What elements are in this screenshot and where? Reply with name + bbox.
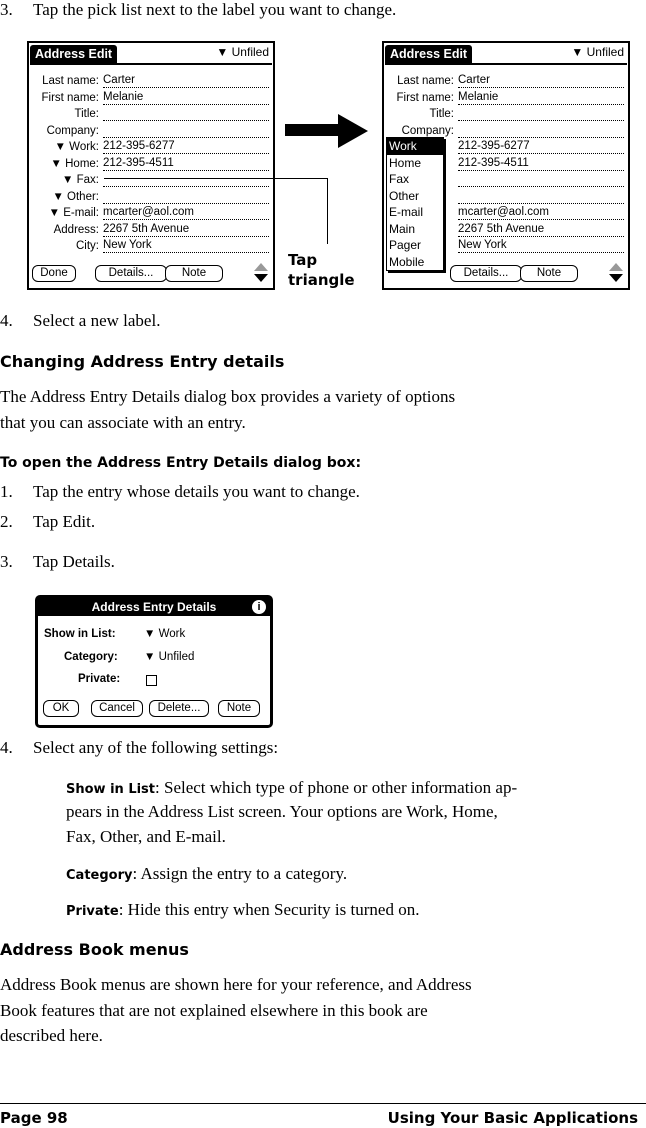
details-button[interactable]: Details...	[95, 265, 167, 282]
step-number: 4.	[0, 738, 13, 757]
step-text: Tap Edit.	[33, 512, 96, 531]
callout-line	[104, 178, 328, 179]
field-value[interactable]	[458, 123, 624, 138]
address-entry-details-dialog	[35, 595, 273, 728]
scroll-arrows-icon[interactable]	[254, 263, 268, 283]
setting-private	[66, 900, 419, 922]
field-row[interactable]	[29, 139, 269, 155]
field-value[interactable]: 2267 5th Avenue	[458, 222, 624, 237]
cancel-button[interactable]: Cancel	[91, 700, 143, 717]
arrow-icon	[285, 124, 340, 136]
field-row[interactable]	[384, 73, 624, 89]
paragraph-line: Address Book menus are shown here for your reference, and Address	[0, 975, 472, 994]
show-in-list-picker[interactable]: ▼ Work	[144, 628, 186, 640]
step-number: 1.	[0, 482, 13, 501]
field-value[interactable]: Melanie	[103, 90, 269, 105]
field-value[interactable]: Carter	[458, 73, 624, 88]
setting-text: : Select which type of phone or other information ap-	[155, 778, 518, 797]
field-label: Last name:	[397, 75, 454, 87]
field-label: Title:	[74, 108, 99, 120]
field-value[interactable]	[103, 172, 269, 187]
step-number: 3.	[0, 0, 13, 19]
title-rule	[30, 63, 272, 65]
field-label: Title:	[429, 108, 454, 120]
setting-category	[66, 864, 347, 886]
field-row[interactable]	[384, 106, 624, 122]
field-value[interactable]	[458, 106, 624, 121]
field-label: Company:	[401, 124, 454, 137]
callout-line-vertical	[327, 178, 328, 244]
field-value[interactable]: 212-395-4511	[458, 156, 624, 171]
section-heading: Address Book menus	[0, 940, 189, 959]
category-value: Unfiled	[158, 651, 195, 663]
field-label: Address:	[53, 223, 99, 236]
field-label[interactable]: ▼ Work:	[54, 141, 99, 153]
step-text: Tap the entry whose details you want to change.	[33, 482, 360, 501]
field-row[interactable]	[384, 90, 624, 106]
pick-list-item[interactable]: Mobile	[389, 254, 425, 269]
category-picker[interactable]: ▼ Unfiled	[144, 651, 195, 663]
step-text: Select any of the following settings:	[33, 738, 279, 757]
setting-text: pears in the Address List screen. Your options are Work, Home,	[66, 802, 498, 821]
step-number: 4.	[0, 311, 13, 330]
note-button[interactable]: Note	[218, 700, 260, 717]
field-value[interactable]: mcarter@aol.com	[458, 205, 624, 220]
field-value[interactable]: mcarter@aol.com	[103, 205, 269, 220]
field-label: First name:	[41, 91, 99, 104]
section-heading: Changing Address Entry details	[0, 352, 285, 371]
private-label: Private:	[78, 673, 121, 685]
setting-term: Category	[66, 868, 133, 883]
field-value[interactable]	[103, 189, 269, 204]
setting-show-in-list	[66, 778, 517, 800]
setting-text: : Assign the entry to a category.	[132, 864, 348, 883]
field-value[interactable]: New York	[103, 238, 269, 253]
field-value[interactable]: 212-395-6277	[103, 139, 269, 154]
setting-term: Show in List	[66, 782, 156, 797]
setting-text: Fax, Other, and E-mail.	[66, 827, 226, 846]
field-label[interactable]: ▼ Other:	[52, 190, 99, 203]
label-pick-list[interactable]	[386, 137, 444, 271]
field-value[interactable]	[103, 106, 269, 121]
footer-rule	[0, 1103, 646, 1104]
page-number: Page 98	[0, 1109, 68, 1127]
field-row[interactable]	[29, 123, 269, 139]
details-button[interactable]: Details...	[450, 265, 522, 282]
field-label: Company:	[46, 124, 99, 137]
procedure-heading: To open the Address Entry Details dialog box:	[0, 455, 362, 471]
paragraph-line: The Address Entry Details dialog box provides a variety of options	[0, 387, 456, 406]
field-value[interactable]: Carter	[103, 73, 269, 88]
pick-list-item[interactable]: Work	[387, 138, 443, 155]
field-value[interactable]: 2267 5th Avenue	[103, 222, 269, 237]
field-label: Last name:	[42, 75, 99, 87]
callout-label: Tap triangle	[288, 251, 355, 289]
field-row[interactable]	[29, 222, 269, 238]
address-edit-popup-screenshot	[382, 41, 630, 290]
private-checkbox[interactable]	[146, 675, 157, 686]
field-label: City:	[76, 240, 99, 252]
field-value[interactable]	[458, 189, 624, 204]
paragraph-line: described here.	[0, 1026, 103, 1045]
pick-list-item[interactable]: Main	[389, 221, 416, 236]
field-row[interactable]	[29, 238, 269, 254]
field-value[interactable]	[103, 123, 269, 138]
field-label: First name:	[396, 91, 454, 104]
paragraph-line: Book features that are not explained elsewhere in this book are	[0, 1001, 428, 1020]
category-value: Unfiled	[586, 45, 624, 59]
field-label[interactable]: ▼ Home:	[50, 157, 99, 170]
step-text: Select a new label.	[33, 311, 161, 330]
ok-button[interactable]: OK	[43, 700, 79, 717]
field-value[interactable]: New York	[458, 238, 624, 253]
pick-list-item[interactable]: Other	[389, 188, 420, 203]
scroll-arrows-icon[interactable]	[609, 263, 623, 283]
category-value: Unfiled	[231, 45, 269, 59]
info-icon: i	[252, 600, 266, 614]
chapter-title: Using Your Basic Applications	[387, 1109, 638, 1127]
category-label: Category:	[64, 651, 118, 663]
field-row[interactable]	[29, 172, 269, 188]
screen-title: Address Edit	[385, 45, 472, 63]
field-row[interactable]	[29, 90, 269, 106]
show-in-list-label: Show in List:	[44, 628, 116, 640]
arrow-head-icon	[338, 114, 368, 148]
field-row[interactable]	[29, 156, 269, 172]
field-value[interactable]: 212-395-4511	[103, 156, 269, 171]
note-button[interactable]: Note	[165, 265, 223, 282]
field-label[interactable]: ▼ Fax:	[62, 174, 99, 186]
setting-term: Private	[66, 904, 119, 919]
field-value[interactable]: 212-395-6277	[458, 139, 624, 154]
paragraph-line: that you can associate with an entry.	[0, 413, 246, 432]
done-button[interactable]: Done	[32, 265, 76, 282]
screen-title: Address Edit	[30, 45, 117, 63]
field-row[interactable]	[29, 73, 269, 89]
field-value[interactable]	[458, 172, 624, 187]
field-value[interactable]: Melanie	[458, 90, 624, 105]
category-picker[interactable]: ▼ Unfiled	[571, 45, 624, 59]
pick-list-item[interactable]: Pager	[389, 238, 422, 252]
field-row[interactable]	[29, 106, 269, 122]
dialog-title: Address Entry Details	[91, 600, 217, 614]
title-rule	[385, 63, 627, 65]
field-row[interactable]	[29, 205, 269, 221]
step-number: 3.	[0, 552, 13, 571]
show-in-list-value: Work	[158, 628, 186, 640]
pick-list-item[interactable]: E-mail	[389, 205, 424, 219]
setting-text: : Hide this entry when Security is turned on.	[118, 900, 420, 919]
category-picker[interactable]: ▼ Unfiled	[216, 45, 269, 59]
pick-list-item[interactable]: Fax	[389, 172, 410, 186]
pick-list-item[interactable]: Home	[389, 155, 422, 170]
step-number: 2.	[0, 512, 13, 531]
field-label[interactable]: ▼ E-mail:	[48, 207, 99, 219]
step-text: Tap Details.	[33, 552, 115, 571]
delete-button[interactable]: Delete...	[149, 700, 209, 717]
note-button[interactable]: Note	[520, 265, 578, 282]
step-text: Tap the pick list next to the label you want to change.	[33, 0, 397, 19]
field-row[interactable]	[29, 189, 269, 205]
address-edit-screenshot	[27, 41, 275, 290]
